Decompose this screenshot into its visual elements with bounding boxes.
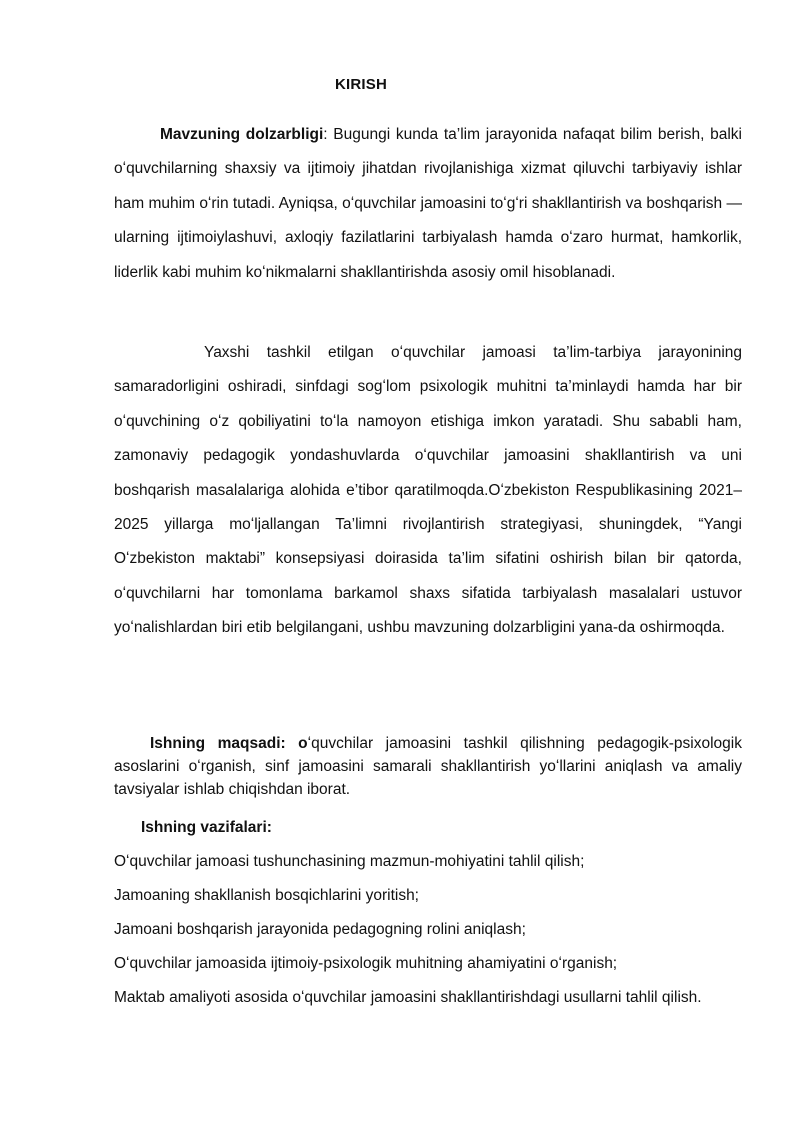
relevance-paragraph bbox=[114, 118, 742, 290]
tasks-list bbox=[114, 850, 734, 1020]
goal-lead: Ishning maqsadi: o bbox=[150, 735, 308, 752]
task-item: Jamoani boshqarish jarayonida pedagogning rolini aniqlash; bbox=[114, 921, 526, 938]
task-item: Maktab amaliyoti asosida oʻquvchilar jamoasini shakllantirishdagi usullarni tahlil qilish. bbox=[114, 989, 702, 1006]
task-item: Oʻquvchilar jamoasi tushunchasining mazmun-mohiyatini tahlil qilish; bbox=[114, 853, 585, 870]
page-title: KIRISH bbox=[334, 76, 388, 93]
goal-text: ʻquvchilar jamoasini tashkil qilishning pedagogik-psixologik asoslarini oʻrganish, sinf jamoasini samarali shakllantirish yoʻllarini aniqlash va amaliy tavsiyalar ishlab chiqishdan iborat. bbox=[114, 735, 742, 798]
relevance-lead: Mavzuning dolzarbligi bbox=[160, 126, 324, 143]
context-paragraph: Yaxshi tashkil etilgan oʻquvchilar jamoasi ta’lim-tarbiya jarayonining samaradorligini oshiradi, sinfdagi sogʻlom psixologik muhitni ta’minlaydi hamda har bir oʻquvchining oʻz qobiliyatini toʻla namoyon etishiga imkon yaratadi. Shu sababli ham, zamonaviy pedagogik yondashuvlarda oʻquvchilar jamoasini shakllantirish va uni boshqarish masalalariga alohida e’tibor qaratilmoqda.Oʻzbekiston Respublikasining 2021–2025 yillarga moʻljallangan Ta’limni rivojlantirish strategiyasi, shuningdek, “Yangi Oʻzbekiston maktabi” konsepsiyasi doirasida ta’lim sifatini oshirish bilan bir qatorda, oʻquvchilarni har tomonlama barkamol shaxs sifatida tarbiyalash masalalari ustuvor yoʻnalishlardan biri etib belgilangani, ushbu mavzuning dolzarbligini yana-da oshirmoqda. bbox=[114, 344, 742, 637]
tasks-heading: Ishning vazifalari: bbox=[141, 819, 272, 836]
relevance-text: : Bugungi kunda ta’lim jarayonida nafaqat bilim berish, balki oʻquvchilarning shaxsiy va ijtimoiy jihatdan rivojlanishiga xizmat qiluvchi tarbiyaviy ishlar ham muhim oʻrin tutadi. Ayniqsa, oʻquvchilar jamoasini toʻgʻri shakllantirish va boshqarish — ularning ijtimoiylashuvi, axloqiy fazilatlarini tarbiyalash hamda oʻzaro hurmat, hamkorlik, liderlik kabi muhim koʻnikmalarni shakllantirishda asosiy omil hisoblanadi. bbox=[114, 126, 743, 281]
goal-paragraph bbox=[114, 732, 742, 801]
task-item: Jamoaning shakllanish bosqichlarini yoritish; bbox=[114, 887, 419, 904]
task-item: Oʻquvchilar jamoasida ijtimoiy-psixologik muhitning ahamiyatini oʻrganish; bbox=[114, 955, 618, 972]
